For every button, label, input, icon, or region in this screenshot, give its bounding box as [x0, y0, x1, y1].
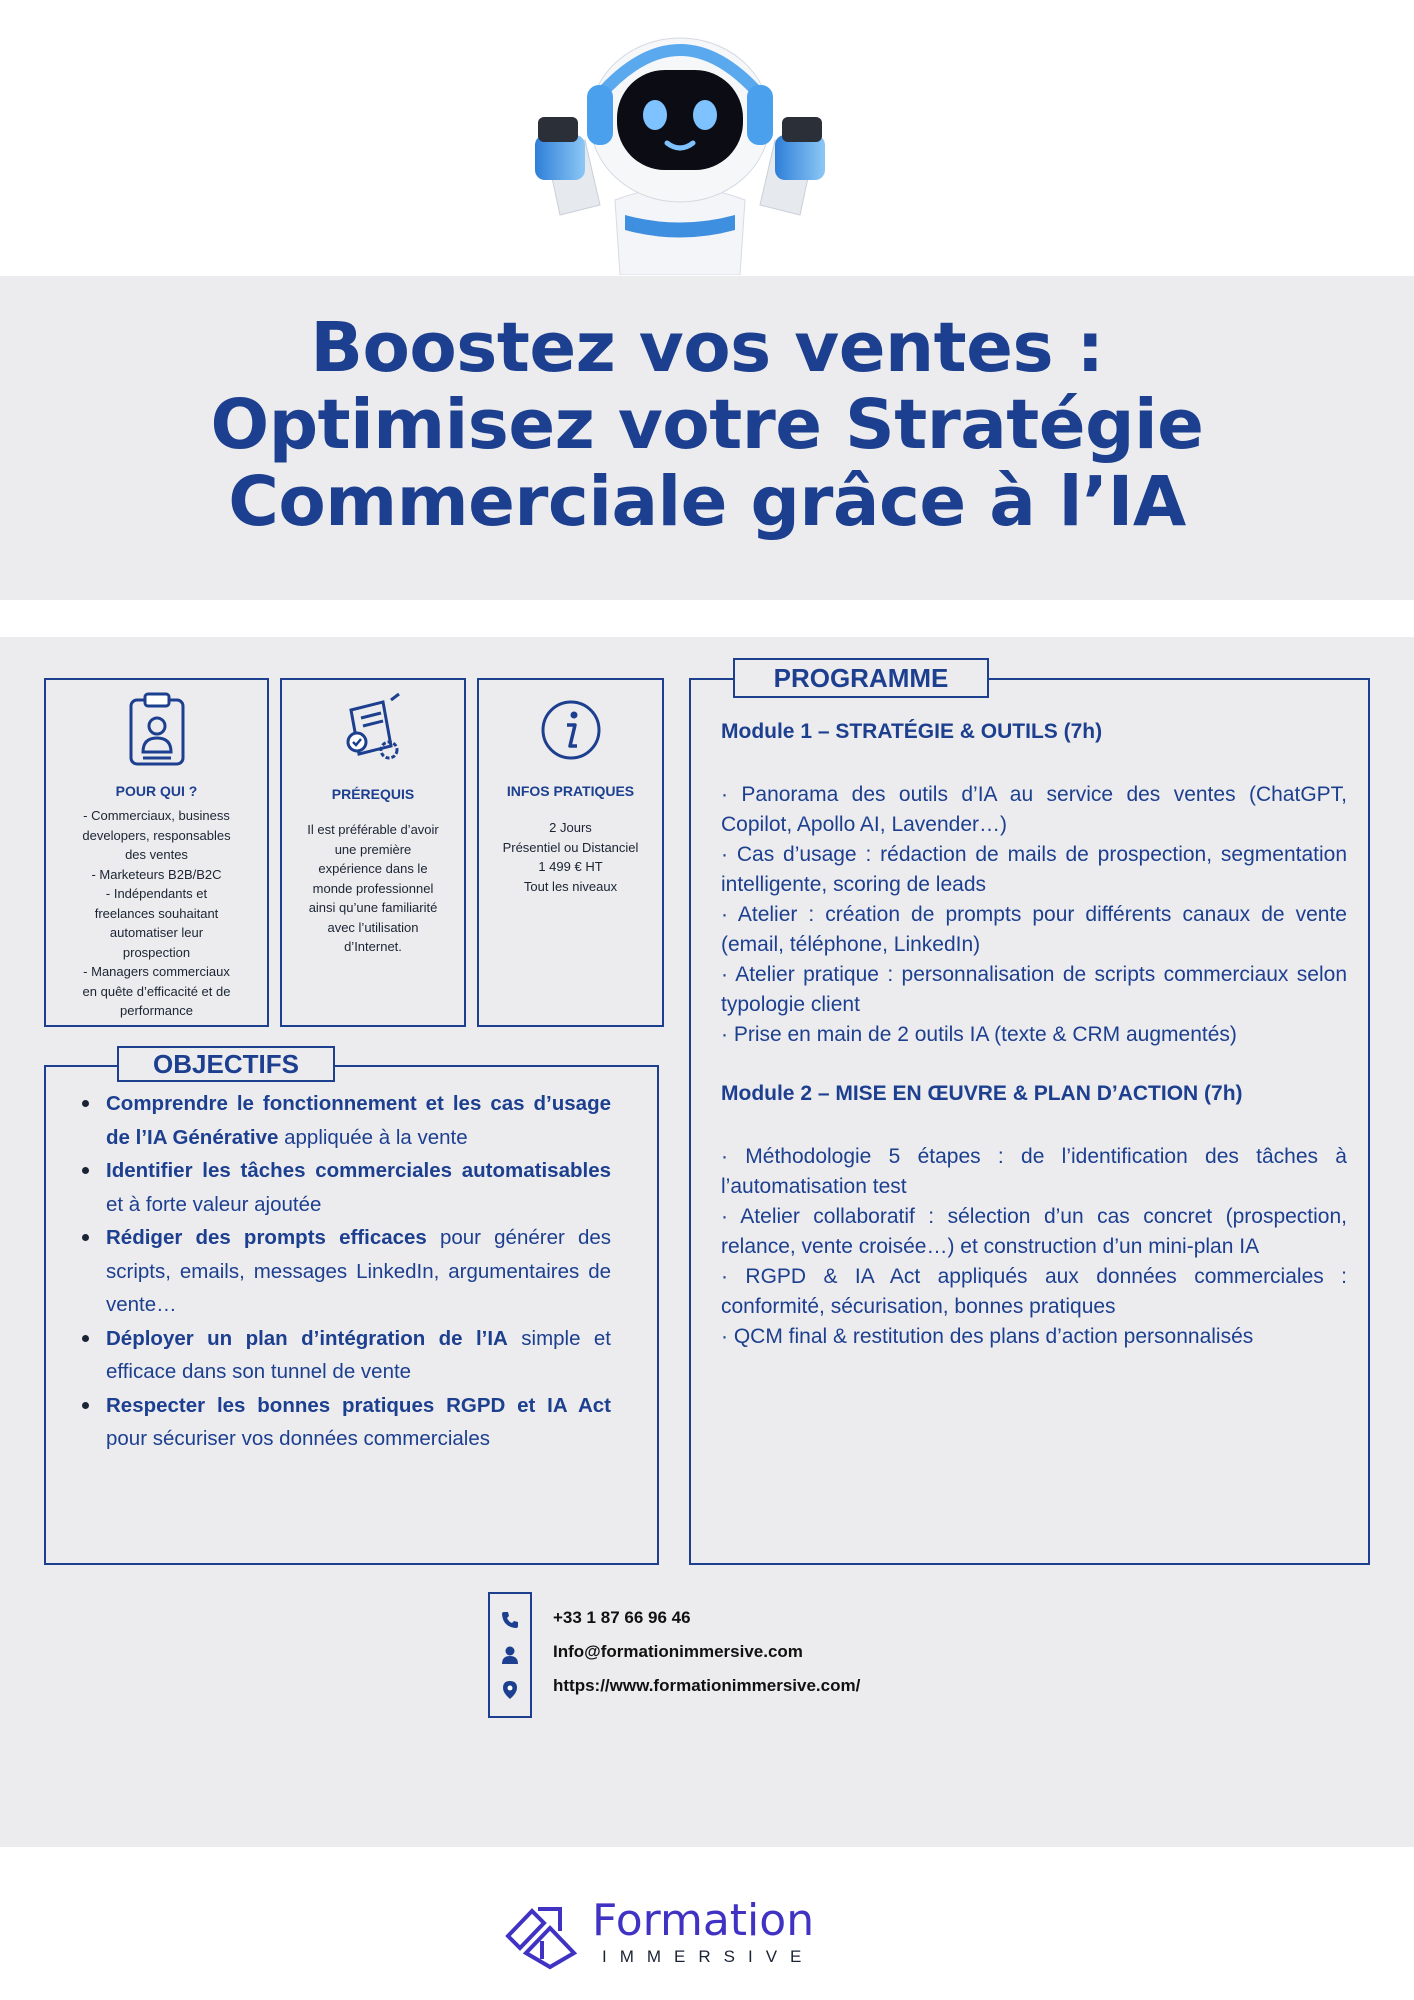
phone-icon	[500, 1610, 520, 1630]
title-line-3: Commerciale grâce à l’IA	[228, 462, 1186, 542]
list-item: · QCM final & restitution des plans d’action personnalisés	[721, 1325, 1254, 1348]
user-icon	[500, 1645, 520, 1665]
objectif-text: et à forte valeur ajoutée	[106, 1192, 322, 1216]
info-card-text	[290, 820, 456, 957]
info-card-title: PRÉREQUIS	[331, 786, 415, 802]
info-line: d’Internet.	[344, 939, 402, 954]
info-line: des ventes	[125, 847, 188, 862]
formation-immersive-logo	[502, 1895, 842, 1975]
info-line: developers, responsables	[82, 827, 231, 843]
list-item: · RGPD & IA Act appliqués aux données commerciales : conformité, sécurisation, bonnes pratiques	[721, 1265, 1347, 1318]
info-circle-icon	[539, 690, 603, 770]
list-item: · Atelier pratique : personnalisation de scripts commerciaux selon typologie client	[721, 963, 1347, 1016]
info-line: en quête d’efficacité et de	[82, 983, 231, 999]
objectif-text: simple et efficace dans son tunnel de vente	[106, 1326, 611, 1383]
info-line: - Marketeurs B2B/B2C	[91, 866, 222, 882]
page-title	[0, 310, 1414, 541]
info-line: avec l’utilisation	[327, 919, 419, 935]
contact-email[interactable]: Info@formationimmersive.com	[553, 1642, 803, 1661]
info-line: - Indépendants et	[105, 886, 208, 901]
list-item	[106, 1322, 611, 1389]
info-line: expérience dans le	[318, 861, 428, 876]
info-line: Tout les niveaux	[523, 878, 618, 894]
logo-subtitle: IMMERSIVE	[602, 1947, 815, 1966]
info-line: freelances souhaitant	[94, 905, 219, 921]
robot-mascot-illustration	[505, 25, 855, 275]
list-item: · Méthodologie 5 étapes : de l’identification des tâches à l’automatisation test	[721, 1145, 1347, 1198]
objectifs-list	[106, 1087, 611, 1456]
objectif-highlight: Identifier les tâches commerciales automatisables	[106, 1159, 611, 1182]
list-item	[106, 1087, 611, 1154]
objectif-highlight: Comprendre le fonctionnement et les cas d’usage de l’IA Générative	[106, 1092, 611, 1149]
info-card-text	[487, 818, 654, 896]
title-line-2: Optimisez votre Stratégie	[210, 385, 1204, 465]
info-card-title: INFOS PRATIQUES	[506, 783, 635, 799]
info-line: ainsi qu’une familiarité	[308, 900, 438, 915]
objectifs-section	[44, 1049, 659, 1565]
module-2-title: Module 2 – MISE EN ŒUVRE & PLAN D’ACTION (7h)	[721, 1082, 1243, 1105]
objectif-text: appliquée à la vente	[278, 1125, 468, 1149]
module-1-title: Module 1 – STRATÉGIE & OUTILS (7h)	[721, 720, 1103, 743]
info-card-prerequis	[280, 678, 466, 1027]
info-card-pour-qui	[44, 678, 269, 1027]
info-line: 2 Jours	[549, 820, 592, 835]
document-gear-icon	[341, 690, 405, 770]
objectif-highlight: Rédiger des prompts efficaces	[106, 1226, 427, 1249]
module-2-bullets	[721, 1142, 1347, 1352]
programme-section	[689, 663, 1370, 1565]
info-line: monde professionnel	[312, 880, 434, 896]
info-line: 1 499 € HT	[538, 859, 603, 874]
list-item: · Atelier : création de prompts pour différents canaux de vente (email, téléphone, LinkedIn)	[721, 903, 1347, 956]
list-item	[106, 1221, 611, 1322]
objectifs-heading: OBJECTIFS	[117, 1046, 335, 1082]
info-card-text	[54, 806, 259, 1021]
objectif-text: pour générer des scripts, emails, messages LinkedIn, argumentaires de vente…	[106, 1226, 611, 1316]
objectif-highlight: Déployer un plan d’intégration de l’IA	[106, 1326, 508, 1350]
objectif-highlight: Respecter les bonnes pratiques RGPD et IA Act	[106, 1393, 611, 1417]
module-1-bullets	[721, 780, 1347, 1050]
info-card-infos-pratiques	[477, 678, 664, 1027]
info-card-title: POUR QUI ?	[115, 783, 198, 799]
list-item	[106, 1154, 611, 1221]
info-line: performance	[120, 1003, 193, 1018]
info-line: une première	[334, 841, 412, 857]
info-line: automatiser leur	[109, 925, 204, 940]
objectif-text: pour sécuriser vos données commerciales	[106, 1427, 490, 1450]
contact-website[interactable]: https://www.formationimmersive.com/	[553, 1676, 861, 1695]
logo-mark-icon	[502, 1901, 580, 1971]
info-line: - Managers commerciaux	[83, 964, 230, 979]
title-line-1: Boostez vos ventes :	[310, 308, 1104, 388]
programme-heading: PROGRAMME	[733, 658, 989, 698]
info-line: Il est préférable d’avoir	[307, 822, 439, 837]
list-item: · Cas d’usage : rédaction de mails de prospection, segmentation intelligente, scoring de leads	[721, 843, 1347, 896]
list-item: · Atelier collaboratif : sélection d’un cas concret (prospection, relance, vente croisée…) et construction d’un mini-plan IA	[721, 1205, 1347, 1258]
clipboard-person-icon	[125, 690, 189, 770]
list-item	[106, 1389, 611, 1456]
contact-phone[interactable]: +33 1 87 66 96 46	[553, 1608, 691, 1627]
logo-wordmark: Formation	[592, 1895, 815, 1946]
location-pin-icon	[500, 1680, 520, 1700]
contact-icon-bar	[488, 1592, 532, 1718]
info-line: - Commerciaux, business	[83, 808, 230, 823]
list-item: · Panorama des outils d’IA au service des ventes (ChatGPT, Copilot, Apollo AI, Lavender…)	[721, 783, 1347, 836]
info-line: prospection	[122, 944, 191, 960]
info-line: Présentiel ou Distanciel	[502, 839, 639, 855]
list-item: · Prise en main de 2 outils IA (texte & CRM augmentés)	[721, 1023, 1237, 1046]
